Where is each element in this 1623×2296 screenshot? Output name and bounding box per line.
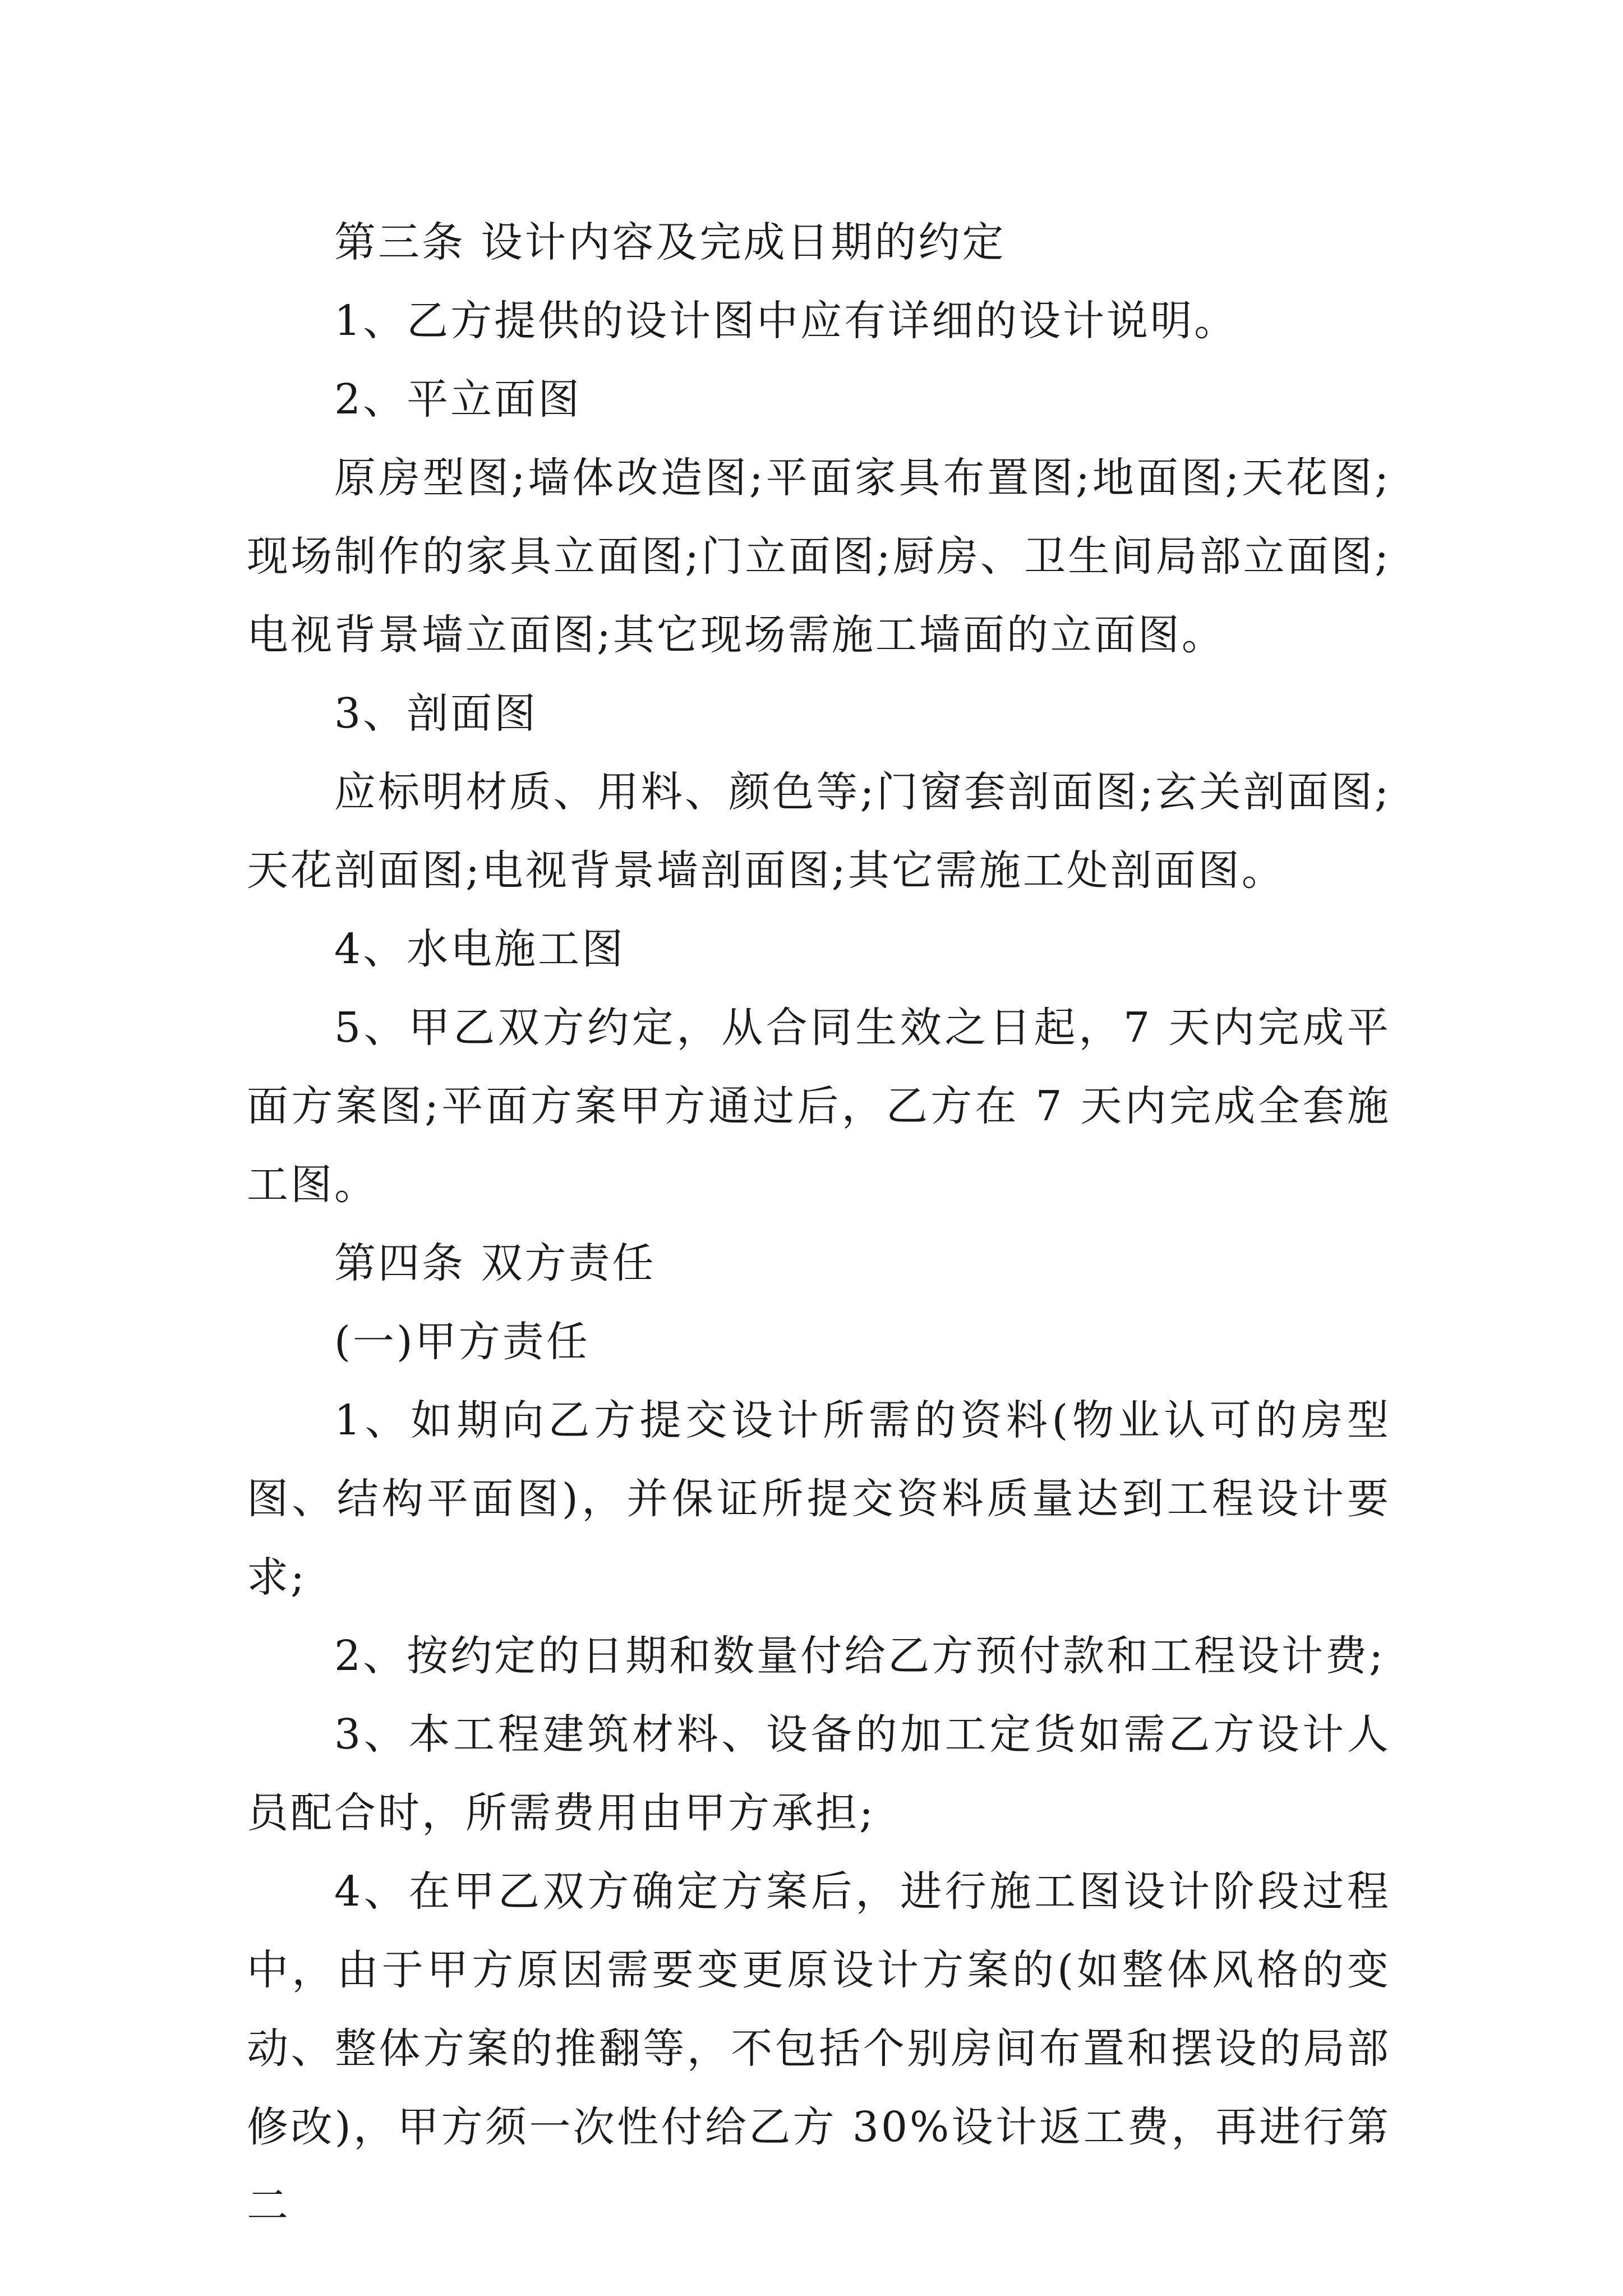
paragraph: 4、水电施工图 <box>334 925 626 973</box>
paragraph: 原房型图;墙体改造图;平面家具布置图;地面图;天花图;现场制作的家具立面图;门立面图;厨房、卫生间局部立面图;电视背景墙立面图;其它现场需施工墙面的立面图。 <box>247 454 1391 659</box>
paragraph: 4、在甲乙双方确定方案后，进行施工图设计阶段过程中，由于甲方原因需要变更原设计方案的(如整体风格的变动、整体方案的推翻等，不包括个别房间布置和摆设的局部修改)，甲方须一次性付给乙方 30%设计返工费，再进行第二 <box>247 1867 1391 2230</box>
article-3-heading: 第三条 设计内容及完成日期的约定 <box>334 218 1006 266</box>
paragraph: 2、按约定的日期和数量付给乙方预付款和工程设计费; <box>334 1632 1386 1680</box>
paragraph: 1、如期向乙方提交设计所需的资料(物业认可的房型图、结构平面图)，并保证所提交资料质量达到工程设计要求; <box>247 1396 1391 1602</box>
paragraph: 应标明材质、用料、颜色等;门窗套剖面图;玄关剖面图;天花剖面图;电视背景墙剖面图;其它需施工处剖面图。 <box>247 768 1391 895</box>
document-body <box>247 203 1391 2245</box>
paragraph: 3、本工程建筑材料、设备的加工定货如需乙方设计人员配合时，所需费用由甲方承担; <box>247 1710 1391 1837</box>
article-4-heading: 第四条 双方责任 <box>334 1239 656 1287</box>
paragraph: 3、剖面图 <box>334 689 538 738</box>
section-heading: (一)甲方责任 <box>334 1318 590 1366</box>
paragraph: 2、平立面图 <box>334 375 582 424</box>
paragraph: 5、甲乙双方约定，从合同生效之日起，7 天内完成平面方案图;平面方案甲方通过后，乙方在 7 天内完成全套施工图。 <box>247 1004 1391 1209</box>
paragraph: 1、乙方提供的设计图中应有详细的设计说明。 <box>334 297 1238 345</box>
